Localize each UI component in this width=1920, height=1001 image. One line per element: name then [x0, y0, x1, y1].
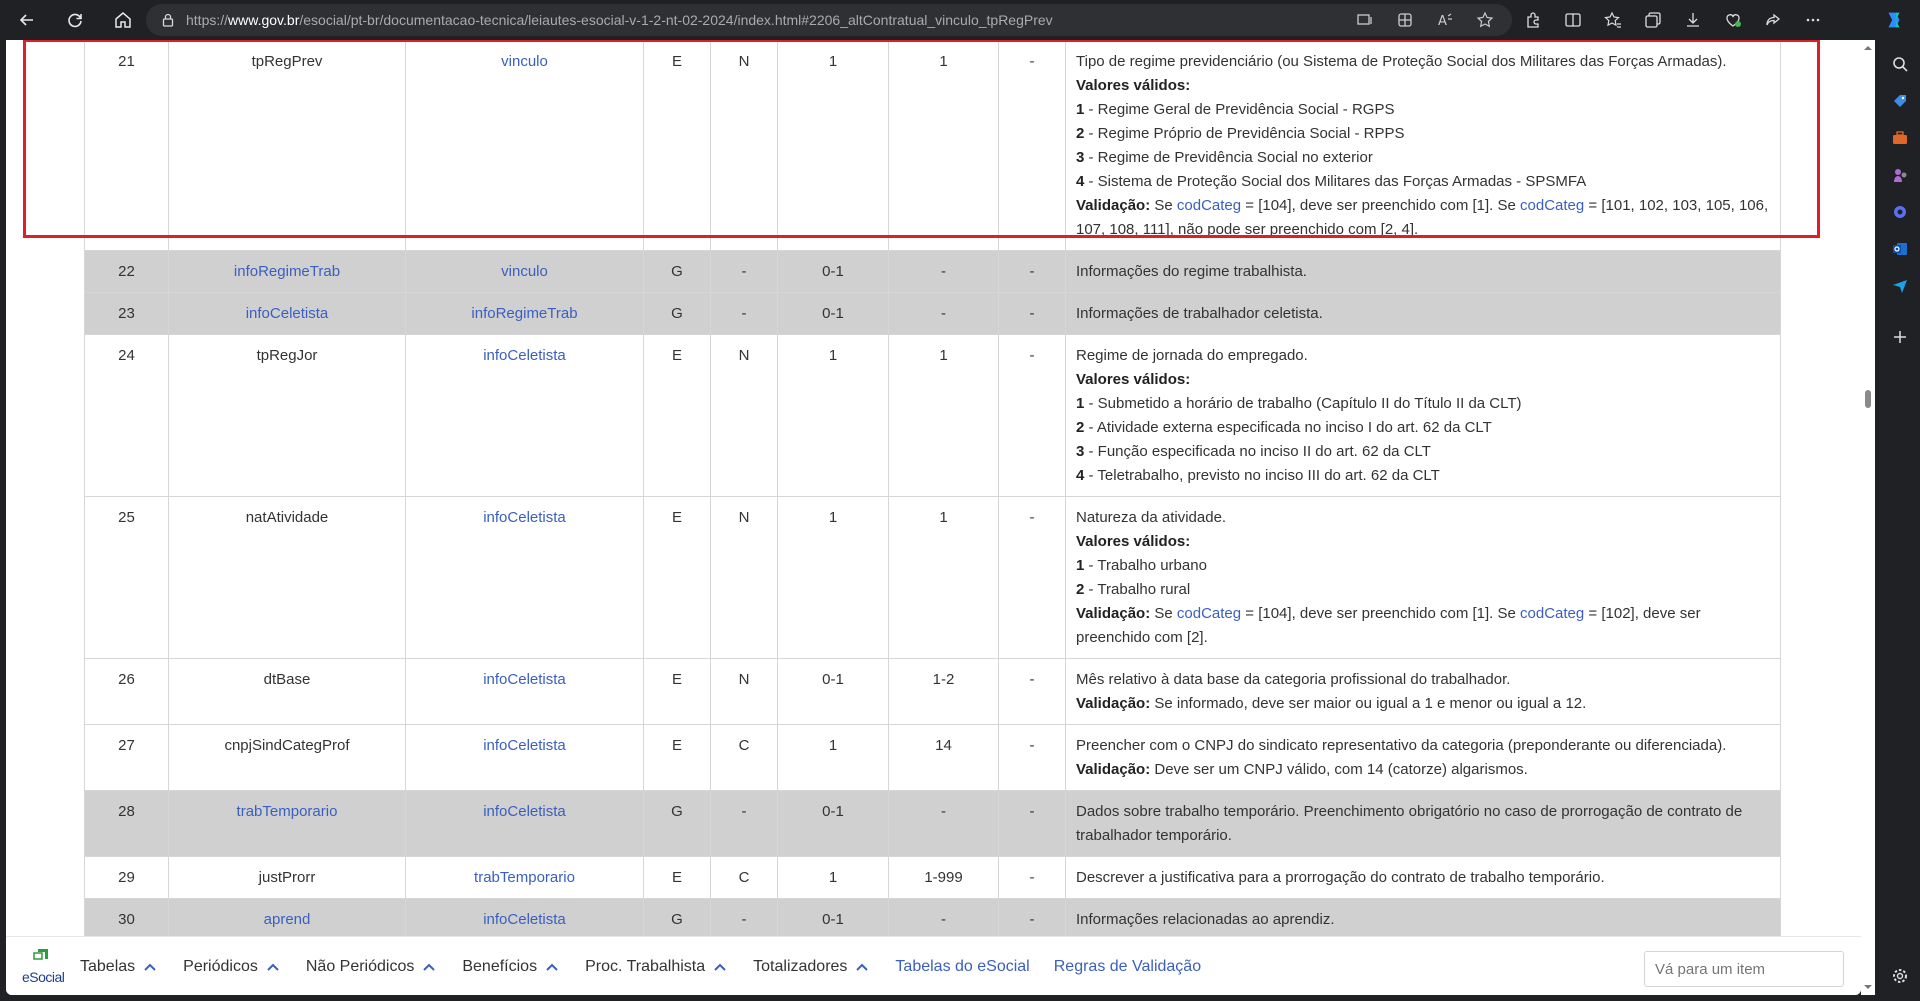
- bottom-menu-item[interactable]: [183, 958, 280, 976]
- bottom-menu-label: Proc. Trabalhista: [585, 957, 706, 975]
- description-text: - Regime de Previdência Social no exterior: [1084, 149, 1373, 166]
- bottom-menu-label: Totalizadores: [753, 957, 848, 975]
- cell-ele: E: [644, 659, 711, 725]
- cell-description: [1066, 725, 1781, 791]
- cell-tipo: N: [711, 41, 778, 251]
- page-content: [6, 40, 1861, 995]
- description-bold: 2: [1076, 125, 1085, 142]
- bottom-menu-label: Benefícios: [462, 957, 538, 975]
- description-text: - Regime Próprio de Previdência Social - RPPS: [1084, 125, 1405, 142]
- back-arrow-icon: [17, 10, 37, 30]
- parent-link[interactable]: infoRegimeTrab: [471, 305, 578, 322]
- description-line: [1076, 578, 1770, 602]
- copilot-icon[interactable]: [1880, 7, 1908, 33]
- table-row: [85, 251, 1781, 293]
- cell-ele: G: [644, 293, 711, 335]
- description-bold: 1: [1076, 395, 1085, 412]
- description-text: - Regime Geral de Previdência Social - RGPS: [1084, 101, 1395, 118]
- name-link[interactable]: aprend: [263, 911, 311, 928]
- description-text: Se: [1150, 197, 1177, 214]
- scroll-down-arrow-icon: [1864, 983, 1872, 991]
- codcateg-link[interactable]: codCateg: [1520, 605, 1585, 622]
- cell-seq: 23: [85, 293, 169, 335]
- cell-dec: -: [999, 857, 1066, 899]
- description-bold: 3: [1076, 149, 1085, 166]
- description-line: [1076, 440, 1770, 464]
- more-menu-icon[interactable]: [1800, 7, 1826, 33]
- cell-ele: E: [644, 335, 711, 497]
- cell-ele: E: [644, 857, 711, 899]
- cell-ocorr: 1: [778, 857, 889, 899]
- bottom-nav-link[interactable]: Regras de Validação: [1053, 957, 1202, 975]
- favorite-star-icon[interactable]: [1472, 7, 1498, 33]
- bottom-menu: [80, 937, 1225, 995]
- cell-description: [1066, 791, 1781, 857]
- table-row: [85, 659, 1781, 725]
- cell-ocorr: 0-1: [778, 251, 889, 293]
- description-text: - Sistema de Proteção Social dos Militares das Forças Armadas - SPSMFA: [1084, 173, 1587, 190]
- browser-toolbar: [0, 0, 1920, 40]
- cell-name: tpRegPrev: [169, 41, 406, 251]
- bottom-menu-item[interactable]: [306, 958, 437, 976]
- description-line: [1076, 506, 1770, 530]
- description-text: = [102], deve ser preenchido com [2].: [1076, 605, 1701, 646]
- cell-tam: 1-999: [889, 857, 999, 899]
- bottom-navigation: [6, 936, 1861, 995]
- description-bold: 2: [1076, 581, 1085, 598]
- page-viewport: [0, 40, 1880, 1001]
- sidebar-tools-icon[interactable]: [1886, 124, 1914, 152]
- description-bold: 4: [1076, 173, 1085, 190]
- description-line: [1076, 758, 1770, 782]
- description-bold: 4: [1076, 467, 1085, 484]
- cell-tam: -: [889, 293, 999, 335]
- table-row: [85, 497, 1781, 659]
- name-link[interactable]: trabTemporario: [236, 803, 338, 820]
- description-line: [1076, 800, 1770, 848]
- cell-dec: -: [999, 497, 1066, 659]
- parent-link[interactable]: trabTemporario: [474, 869, 575, 886]
- description-line: [1076, 908, 1770, 932]
- description-text: - Teletrabalho, previsto no inciso III do art. 62 da CLT: [1084, 467, 1440, 484]
- description-text: Regime de jornada do empregado.: [1076, 347, 1308, 364]
- sidebar-shopping-icon[interactable]: [1886, 87, 1914, 115]
- parent-link[interactable]: infoCeletista: [483, 509, 566, 526]
- cell-tipo: -: [711, 251, 778, 293]
- cell-tipo: N: [711, 335, 778, 497]
- description-line: [1076, 122, 1770, 146]
- cell-ocorr: 0-1: [778, 899, 889, 941]
- app-grid-icon[interactable]: [1392, 7, 1418, 33]
- codcateg-link[interactable]: codCateg: [1176, 605, 1242, 622]
- parent-link[interactable]: infoCeletista: [483, 911, 566, 928]
- chevron-up-icon: [422, 962, 436, 972]
- sidebar-outlook-icon[interactable]: [1886, 235, 1914, 263]
- description-text: Dados sobre trabalho temporário. Preenchimento obrigatório no caso de prorrogação de contrato de trabalhador temporário.: [1076, 803, 1743, 844]
- cell-tam: -: [889, 791, 999, 857]
- description-text: Natureza da atividade.: [1076, 509, 1227, 526]
- home-button[interactable]: [106, 3, 140, 37]
- description-line: [1076, 416, 1770, 440]
- cell-ocorr: 1: [778, 335, 889, 497]
- refresh-icon: [65, 10, 85, 30]
- cell-ele: G: [644, 791, 711, 857]
- cell-name: [169, 293, 406, 335]
- description-text: - Trabalho urbano: [1084, 557, 1207, 574]
- description-line: [1076, 260, 1770, 284]
- bottom-menu-label: Periódicos: [183, 957, 258, 975]
- cell-tam: 1-2: [889, 659, 999, 725]
- description-text: Informações de trabalhador celetista.: [1076, 305, 1323, 322]
- sidebar-search-icon[interactable]: [1886, 50, 1914, 78]
- description-line: [1076, 530, 1770, 554]
- cell-seq: 28: [85, 791, 169, 857]
- bottom-menu-item[interactable]: [462, 958, 559, 976]
- cell-ele: G: [644, 251, 711, 293]
- cell-description: [1066, 497, 1781, 659]
- favorites-icon[interactable]: [1600, 7, 1626, 33]
- cell-tipo: C: [711, 857, 778, 899]
- table-row: [85, 725, 1781, 791]
- sidebar-games-icon[interactable]: [1886, 161, 1914, 189]
- chevron-up-icon: [545, 962, 559, 972]
- cell-description: [1066, 335, 1781, 497]
- cell-parent: [406, 41, 644, 251]
- cell-dec: -: [999, 41, 1066, 251]
- chevron-up-icon: [143, 962, 157, 972]
- bottom-menu-label: Tabelas: [80, 957, 136, 975]
- cell-seq: 25: [85, 497, 169, 659]
- description-text: Descrever a justificativa para a prorrogação do contrato de trabalho temporário.: [1076, 869, 1605, 886]
- description-line: [1076, 74, 1770, 98]
- downloads-icon[interactable]: [1680, 7, 1706, 33]
- cell-ocorr: 1: [778, 725, 889, 791]
- description-bold: Validação:: [1076, 605, 1151, 622]
- chevron-up-icon: [855, 962, 869, 972]
- description-line: [1076, 866, 1770, 890]
- description-bold: 1: [1076, 557, 1085, 574]
- cell-seq: 26: [85, 659, 169, 725]
- table-row: [85, 41, 1781, 251]
- bottom-menu-item[interactable]: [80, 958, 157, 976]
- description-text: = [101, 102, 103, 105, 106, 107, 108, 111], não pode ser preenchido com [2, 4].: [1076, 197, 1769, 238]
- cell-tipo: N: [711, 497, 778, 659]
- cell-ele: E: [644, 497, 711, 659]
- table-row: [85, 857, 1781, 899]
- read-aloud-icon[interactable]: [1432, 7, 1458, 33]
- description-bold: Valores válidos:: [1076, 533, 1191, 550]
- description-text: = [104], deve ser preenchido com [1]. Se: [1241, 605, 1521, 622]
- cell-tipo: -: [711, 899, 778, 941]
- parent-link[interactable]: infoCeletista: [483, 803, 566, 820]
- description-line: [1076, 554, 1770, 578]
- cell-dec: -: [999, 725, 1066, 791]
- description-text: - Atividade externa especificada no inciso I do art. 62 da CLT: [1084, 419, 1492, 436]
- sidebar-add-icon[interactable]: [1886, 323, 1914, 351]
- chevron-up-icon: [713, 962, 727, 972]
- description-bold: 2: [1076, 419, 1085, 436]
- cell-dec: -: [999, 251, 1066, 293]
- cell-parent: [406, 725, 644, 791]
- description-text: Preencher com o CNPJ do sindicato representativo da categoria (preponderante ou diferenciada).: [1076, 737, 1727, 754]
- codcateg-link[interactable]: codCateg: [1176, 197, 1242, 214]
- description-line: [1076, 392, 1770, 416]
- cell-parent: [406, 293, 644, 335]
- cell-parent: [406, 899, 644, 941]
- cell-parent: [406, 659, 644, 725]
- cell-seq: 27: [85, 725, 169, 791]
- cell-tipo: N: [711, 659, 778, 725]
- goto-item-input[interactable]: [1644, 951, 1844, 987]
- cell-ocorr: 1: [778, 41, 889, 251]
- cell-ele: E: [644, 725, 711, 791]
- description-bold: Validação:: [1076, 695, 1151, 712]
- table-row: [85, 899, 1781, 941]
- bottom-menu-item[interactable]: [753, 958, 869, 976]
- cell-name: tpRegJor: [169, 335, 406, 497]
- cell-seq: 21: [85, 41, 169, 251]
- cell-name: dtBase: [169, 659, 406, 725]
- cell-name: [169, 791, 406, 857]
- description-line: [1076, 692, 1770, 716]
- browser-essentials-icon[interactable]: [1720, 7, 1746, 33]
- cell-dec: -: [999, 335, 1066, 497]
- description-line: [1076, 194, 1770, 242]
- cell-description: [1066, 899, 1781, 941]
- cell-dec: -: [999, 899, 1066, 941]
- reader-view-icon[interactable]: [1352, 7, 1378, 33]
- cell-seq: 24: [85, 335, 169, 497]
- description-text: = [104], deve ser preenchido com [1]. Se: [1241, 197, 1521, 214]
- page-scrollbar[interactable]: [1861, 40, 1875, 995]
- back-button[interactable]: [10, 3, 44, 37]
- description-bold: 1: [1076, 101, 1085, 118]
- cell-ele: E: [644, 41, 711, 251]
- url-text[interactable]: https://www.gov.br/esocial/pt-br/documentacao-tecnica/leiautes-esocial-v-1-2-nt-02-2024/index.html#2206_altContratual_vinculo_tpRegPrev: [186, 12, 1053, 28]
- cell-ele: G: [644, 899, 711, 941]
- description-bold: Validação:: [1076, 197, 1151, 214]
- cell-description: [1066, 251, 1781, 293]
- cell-tipo: -: [711, 791, 778, 857]
- cell-tam: 1: [889, 497, 999, 659]
- bottom-menu-item[interactable]: [585, 958, 727, 976]
- description-line: [1076, 146, 1770, 170]
- cell-dec: -: [999, 293, 1066, 335]
- codcateg-link[interactable]: codCateg: [1520, 197, 1585, 214]
- split-screen-icon[interactable]: [1560, 7, 1586, 33]
- description-line: [1076, 734, 1770, 758]
- description-text: Tipo de regime previdenciário (ou Sistema de Proteção Social dos Militares das Forças Armadas).: [1076, 53, 1727, 70]
- description-line: [1076, 464, 1770, 488]
- description-line: [1076, 50, 1770, 74]
- cell-seq: 22: [85, 251, 169, 293]
- cell-seq: 29: [85, 857, 169, 899]
- cell-parent: [406, 857, 644, 899]
- description-bold: Valores válidos:: [1076, 77, 1191, 94]
- bottom-nav-link[interactable]: Tabelas do eSocial: [895, 957, 1030, 975]
- description-bold: Valores válidos:: [1076, 371, 1191, 388]
- cell-tam: 1: [889, 41, 999, 251]
- cell-description: [1066, 293, 1781, 335]
- description-text: - Trabalho rural: [1084, 581, 1191, 598]
- cell-ocorr: 0-1: [778, 659, 889, 725]
- bottom-menu-label: Não Periódicos: [305, 957, 415, 975]
- cell-tam: 14: [889, 725, 999, 791]
- collections-icon[interactable]: [1640, 7, 1666, 33]
- description-text: Se informado, deve ser maior ou igual a 1 e menor ou igual a 12.: [1150, 695, 1587, 712]
- cell-parent: [406, 251, 644, 293]
- lock-icon[interactable]: [154, 13, 182, 27]
- scrollbar-thumb[interactable]: [1865, 390, 1871, 408]
- svg-text:A: A: [1438, 14, 1447, 29]
- cell-name: [169, 899, 406, 941]
- scroll-up-arrow-icon: [1864, 44, 1872, 52]
- description-text: Mês relativo à data base da categoria profissional do trabalhador.: [1076, 671, 1511, 688]
- edge-sidebar: [1880, 40, 1920, 1001]
- cell-ocorr: 0-1: [778, 791, 889, 857]
- description-line: [1076, 170, 1770, 194]
- name-link[interactable]: infoCeletista: [245, 305, 329, 322]
- home-icon: [113, 10, 133, 30]
- description-line: [1076, 668, 1770, 692]
- cell-name: [169, 251, 406, 293]
- parent-link[interactable]: infoCeletista: [483, 737, 566, 754]
- parent-link[interactable]: vinculo: [501, 263, 548, 280]
- description-bold: 3: [1076, 443, 1085, 460]
- address-bar[interactable]: [146, 4, 1512, 36]
- table-row: [85, 335, 1781, 497]
- cell-description: [1066, 659, 1781, 725]
- cell-name: justProrr: [169, 857, 406, 899]
- refresh-button[interactable]: [58, 3, 92, 37]
- description-line: [1076, 602, 1770, 650]
- table-row: [85, 791, 1781, 857]
- sidebar-settings-icon[interactable]: [1886, 962, 1914, 990]
- description-text: Informações do regime trabalhista.: [1076, 263, 1307, 280]
- cell-tam: -: [889, 899, 999, 941]
- cell-parent: [406, 497, 644, 659]
- cell-tam: 1: [889, 335, 999, 497]
- chevron-up-icon: [266, 962, 280, 972]
- sidebar-send-icon[interactable]: [1886, 272, 1914, 300]
- cell-tipo: -: [711, 293, 778, 335]
- description-text: - Função especificada no inciso II do art. 62 da CLT: [1084, 443, 1431, 460]
- description-text: Informações relacionadas ao aprendiz.: [1076, 911, 1335, 928]
- layout-fields-table: [84, 40, 1781, 941]
- cell-dec: -: [999, 791, 1066, 857]
- esocial-logo[interactable]: eSocial: [16, 945, 66, 989]
- cell-tam: -: [889, 251, 999, 293]
- cell-ocorr: 1: [778, 497, 889, 659]
- description-text: - Submetido a horário de trabalho (Capítulo II do Título II da CLT): [1084, 395, 1522, 412]
- sidebar-copilot-icon[interactable]: [1886, 198, 1914, 226]
- description-line: [1076, 302, 1770, 326]
- table-row: [85, 293, 1781, 335]
- description-line: [1076, 98, 1770, 122]
- description-bold: Validação:: [1076, 761, 1151, 778]
- cell-name: cnpjSindCategProf: [169, 725, 406, 791]
- extensions-icon[interactable]: [1520, 7, 1546, 33]
- cell-description: [1066, 857, 1781, 899]
- parent-link[interactable]: vinculo: [501, 53, 548, 70]
- cell-seq: 30: [85, 899, 169, 941]
- cell-dec: -: [999, 659, 1066, 725]
- description-text: Deve ser um CNPJ válido, com 14 (catorze) algarismos.: [1150, 761, 1528, 778]
- cell-ocorr: 0-1: [778, 293, 889, 335]
- name-link[interactable]: infoRegimeTrab: [233, 263, 341, 280]
- parent-link[interactable]: infoCeletista: [483, 671, 566, 688]
- parent-link[interactable]: infoCeletista: [483, 347, 566, 364]
- cell-name: natAtividade: [169, 497, 406, 659]
- cell-parent: [406, 335, 644, 497]
- description-text: Se: [1150, 605, 1177, 622]
- cell-description: [1066, 41, 1781, 251]
- share-icon[interactable]: [1760, 7, 1786, 33]
- cell-parent: [406, 791, 644, 857]
- description-line: [1076, 344, 1770, 368]
- cell-tipo: C: [711, 725, 778, 791]
- description-line: [1076, 368, 1770, 392]
